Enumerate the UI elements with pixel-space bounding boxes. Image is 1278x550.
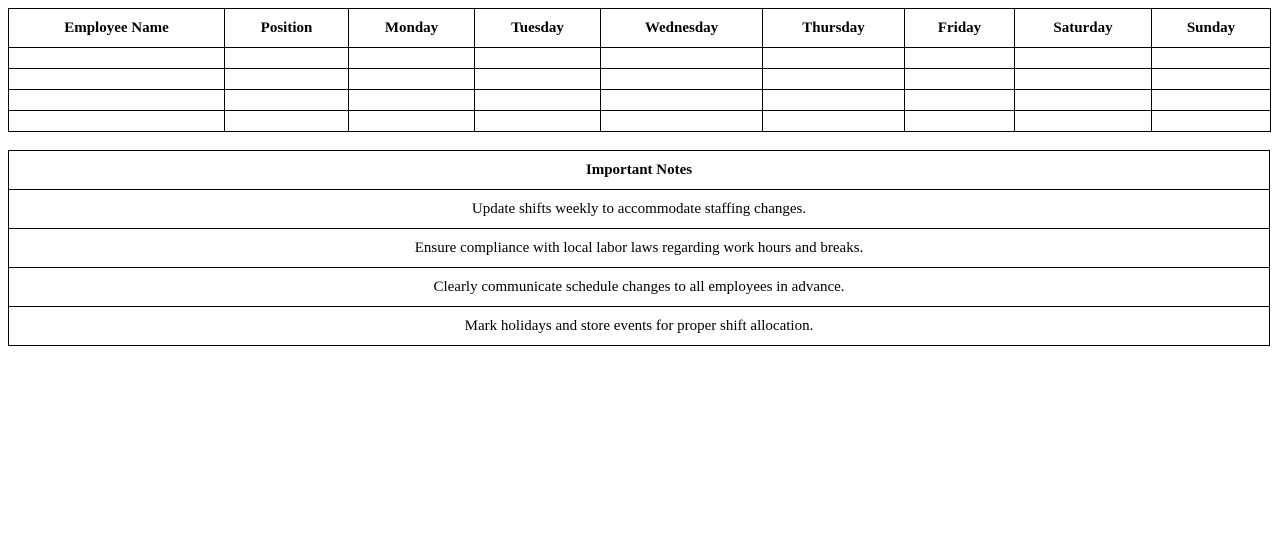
- note-text: Ensure compliance with local labor laws regarding work hours and breaks.: [9, 229, 1270, 268]
- cell-monday[interactable]: [349, 90, 475, 111]
- header-wednesday: Wednesday: [601, 9, 763, 48]
- cell-tuesday[interactable]: [475, 69, 601, 90]
- cell-friday[interactable]: [905, 111, 1015, 132]
- header-employee-name: Employee Name: [9, 9, 225, 48]
- cell-saturday[interactable]: [1015, 69, 1152, 90]
- cell-tuesday[interactable]: [475, 48, 601, 69]
- header-position: Position: [225, 9, 349, 48]
- cell-wednesday[interactable]: [601, 48, 763, 69]
- header-sunday: Sunday: [1152, 9, 1271, 48]
- cell-employee-name[interactable]: [9, 111, 225, 132]
- header-tuesday: Tuesday: [475, 9, 601, 48]
- cell-employee-name[interactable]: [9, 48, 225, 69]
- note-text: Update shifts weekly to accommodate staffing changes.: [9, 190, 1270, 229]
- cell-wednesday[interactable]: [601, 69, 763, 90]
- cell-friday[interactable]: [905, 90, 1015, 111]
- schedule-header-row: [9, 9, 1271, 48]
- cell-position[interactable]: [225, 48, 349, 69]
- header-saturday: Saturday: [1015, 9, 1152, 48]
- list-item: [9, 229, 1270, 268]
- cell-position[interactable]: [225, 111, 349, 132]
- cell-friday[interactable]: [905, 69, 1015, 90]
- notes-table: [8, 150, 1270, 346]
- note-text: Clearly communicate schedule changes to all employees in advance.: [9, 268, 1270, 307]
- list-item: [9, 190, 1270, 229]
- cell-monday[interactable]: [349, 48, 475, 69]
- table-row: [9, 69, 1271, 90]
- cell-thursday[interactable]: [763, 69, 905, 90]
- cell-sunday[interactable]: [1152, 48, 1271, 69]
- cell-tuesday[interactable]: [475, 90, 601, 111]
- cell-monday[interactable]: [349, 111, 475, 132]
- cell-wednesday[interactable]: [601, 90, 763, 111]
- cell-monday[interactable]: [349, 69, 475, 90]
- cell-thursday[interactable]: [763, 111, 905, 132]
- cell-saturday[interactable]: [1015, 90, 1152, 111]
- notes-header-row: [9, 151, 1270, 190]
- cell-employee-name[interactable]: [9, 69, 225, 90]
- notes-title: Important Notes: [9, 151, 1270, 190]
- cell-saturday[interactable]: [1015, 48, 1152, 69]
- header-thursday: Thursday: [763, 9, 905, 48]
- table-row: [9, 90, 1271, 111]
- cell-position[interactable]: [225, 69, 349, 90]
- cell-saturday[interactable]: [1015, 111, 1152, 132]
- cell-position[interactable]: [225, 90, 349, 111]
- cell-friday[interactable]: [905, 48, 1015, 69]
- table-row: [9, 48, 1271, 69]
- cell-sunday[interactable]: [1152, 90, 1271, 111]
- list-item: [9, 268, 1270, 307]
- header-monday: Monday: [349, 9, 475, 48]
- cell-sunday[interactable]: [1152, 69, 1271, 90]
- cell-tuesday[interactable]: [475, 111, 601, 132]
- cell-thursday[interactable]: [763, 48, 905, 69]
- table-row: [9, 111, 1271, 132]
- header-friday: Friday: [905, 9, 1015, 48]
- cell-employee-name[interactable]: [9, 90, 225, 111]
- list-item: [9, 307, 1270, 346]
- cell-sunday[interactable]: [1152, 111, 1271, 132]
- note-text: Mark holidays and store events for proper shift allocation.: [9, 307, 1270, 346]
- cell-wednesday[interactable]: [601, 111, 763, 132]
- schedule-table: [8, 8, 1271, 132]
- cell-thursday[interactable]: [763, 90, 905, 111]
